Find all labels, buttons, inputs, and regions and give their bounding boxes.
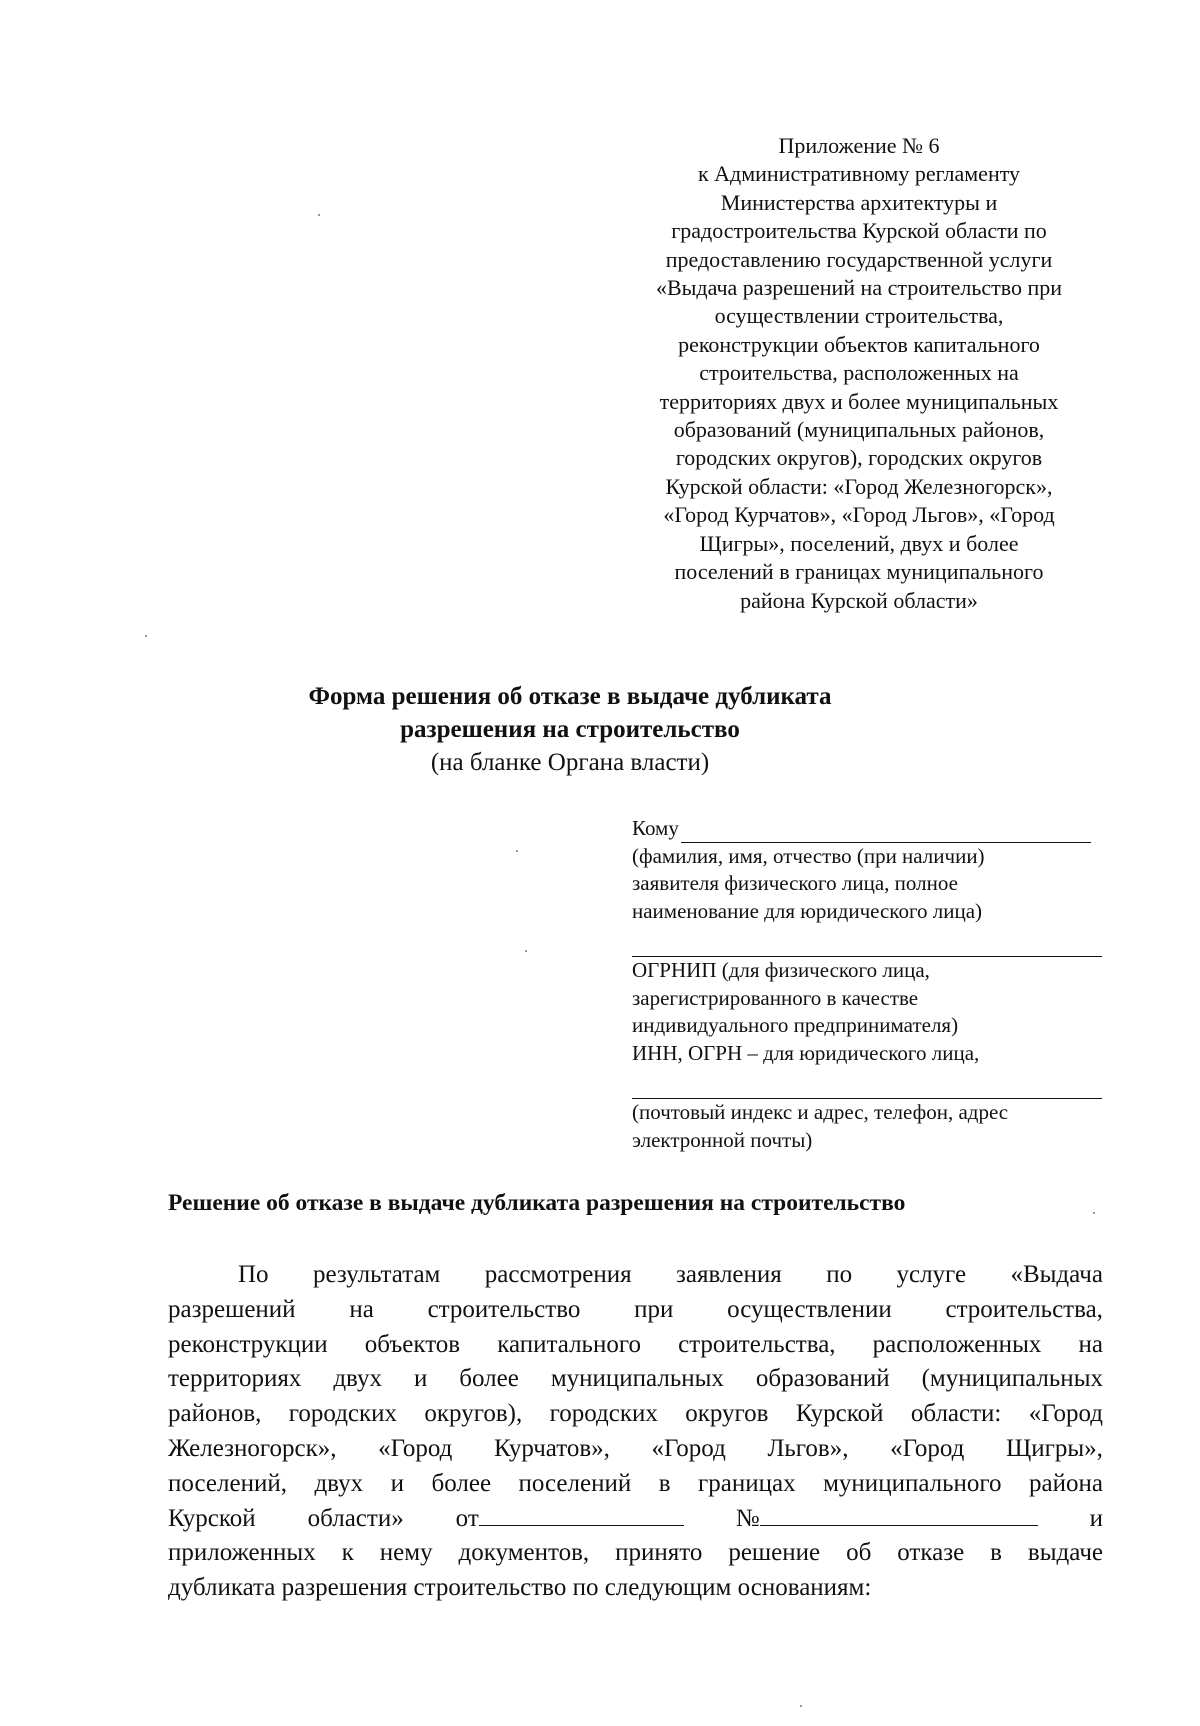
body-word: результатам xyxy=(312,1261,441,1288)
appendix-line: градостроительства Курской области по xyxy=(671,218,1047,244)
body-word: услуге xyxy=(896,1261,967,1288)
body-word: района xyxy=(1029,1469,1103,1497)
body-word: решение xyxy=(728,1539,821,1567)
body-word: отказе xyxy=(897,1539,965,1567)
body-word: по xyxy=(826,1261,853,1288)
body-word: двух xyxy=(314,1469,364,1497)
addressee-hint-line: ИНН, ОГРН – для юридического лица, xyxy=(632,1040,980,1065)
decision-title: Решение об отказе в выдаче дубликата разрешения на строительство xyxy=(168,1190,906,1216)
body-word: «Город xyxy=(890,1434,965,1462)
body-word: выдаче xyxy=(1027,1539,1103,1567)
body-word: Курской xyxy=(168,1504,256,1532)
body-word: «Город xyxy=(378,1434,453,1462)
addressee-hint-line: электронной почты) xyxy=(632,1127,813,1152)
body-word: и xyxy=(1089,1504,1103,1532)
appendix-line: «Выдача разрешений на строительство при xyxy=(655,275,1063,301)
appendix-line: осуществлении строительства, xyxy=(714,303,1004,329)
appendix-line: территориях двух и более муниципальных xyxy=(659,388,1059,414)
appendix-line: Приложение № 6 xyxy=(778,133,940,158)
appendix-line: образований (муниципальных районов, xyxy=(673,417,1045,443)
scan-speck xyxy=(516,850,518,852)
body-word: осуществлении xyxy=(727,1295,892,1323)
body-word: заявления xyxy=(676,1261,782,1288)
appendix-line: поселений в границах муниципального xyxy=(674,559,1044,585)
body-word: к xyxy=(341,1539,354,1567)
scan-speck xyxy=(145,635,147,637)
body-word: муниципальных xyxy=(550,1365,724,1393)
body-word: поселений, xyxy=(168,1469,287,1497)
body-word: капитального xyxy=(497,1330,641,1358)
body-word: реконструкции xyxy=(168,1330,328,1358)
body-word: Железногорск», xyxy=(168,1434,337,1462)
appendix-line: «Город Курчатов», «Город Льгов», «Город xyxy=(663,502,1055,528)
body-line-last: дубликата разрешения строительство по следующим основаниям: xyxy=(168,1574,872,1602)
body-word: территориях xyxy=(168,1365,302,1393)
appendix-line: городских округов), городских округов xyxy=(675,445,1043,471)
body-word: объектов xyxy=(364,1330,461,1358)
body-word: и xyxy=(413,1365,428,1393)
form-title xyxy=(220,680,920,779)
body-word: районов, xyxy=(168,1400,262,1428)
body-word: при xyxy=(634,1295,674,1323)
addressee-hint-line: заявителя физического лица, полное xyxy=(632,871,958,895)
body-line xyxy=(168,1328,1103,1363)
body-line xyxy=(168,1536,1103,1571)
appendix-line: к Административному регламенту xyxy=(697,161,1021,187)
body-word: области» xyxy=(307,1504,404,1532)
addressee-to-label: Кому xyxy=(632,816,679,840)
body-word: на xyxy=(1078,1330,1103,1358)
addressee-hint-line: наименование для юридического лица) xyxy=(632,898,983,923)
date-blank xyxy=(479,1503,684,1526)
body-word: области: xyxy=(910,1400,1002,1428)
body-word: образований xyxy=(755,1365,890,1393)
body-word: двух xyxy=(333,1365,382,1393)
body-word: приложенных xyxy=(168,1539,316,1567)
body-word: поселений xyxy=(518,1469,632,1497)
number-label: № xyxy=(735,1504,760,1532)
body-line xyxy=(168,1258,1103,1293)
body-line xyxy=(168,1467,1103,1502)
body-word: округов xyxy=(685,1400,769,1428)
body-word: об xyxy=(846,1539,872,1567)
form-title-line: разрешения на строительство xyxy=(400,716,740,743)
form-subtitle: (на бланке Органа власти) xyxy=(430,749,710,776)
appendix-line: предоставлению государственной услуги xyxy=(665,246,1053,272)
body-word: Курской xyxy=(795,1400,884,1428)
body-word: расположенных xyxy=(872,1330,1042,1358)
body-word: более xyxy=(459,1365,519,1393)
scan-speck xyxy=(800,1705,802,1707)
body-line xyxy=(168,1293,1103,1328)
body-word: Льгов», xyxy=(767,1434,849,1462)
body-word: в xyxy=(990,1539,1002,1567)
body-word: строительства, xyxy=(945,1295,1103,1323)
body-word: принято xyxy=(615,1539,703,1567)
body-line xyxy=(168,1397,1103,1432)
body-word: документов, xyxy=(458,1539,590,1567)
addressee-hint-line: (фамилия, имя, отчество (при наличии) xyxy=(632,843,985,868)
body-word: По xyxy=(238,1261,269,1288)
body-word: «Город xyxy=(1028,1400,1103,1428)
addressee-hint-line: зарегистрированного в качестве xyxy=(632,985,919,1010)
body-word: «Выдача xyxy=(1010,1261,1103,1288)
addressee-hint-line: индивидуального предпринимателя) xyxy=(632,1013,959,1037)
body-line-with-blanks xyxy=(168,1502,1103,1537)
appendix-line: района Курской области» xyxy=(740,587,978,613)
appendix-line: Курской области: «Город Железногорск», xyxy=(665,473,1053,499)
appendix-line: реконструкции объектов капитального xyxy=(678,331,1040,357)
date-field xyxy=(456,1502,684,1537)
scan-speck xyxy=(1093,1212,1095,1214)
appendix-header xyxy=(620,132,1098,615)
body-word: Щигры», xyxy=(1006,1434,1103,1462)
body-word: Курчатов», xyxy=(494,1434,610,1462)
appendix-line: Министерства архитектуры и xyxy=(720,189,998,215)
addressee-hint-line: ОГРНИП (для физического лица, xyxy=(632,958,930,982)
appendix-line: строительства, расположенных на xyxy=(699,360,1019,386)
number-field xyxy=(736,1502,1038,1537)
decision-body xyxy=(168,1258,1103,1606)
body-word: рассмотрения xyxy=(484,1261,632,1288)
body-line xyxy=(168,1362,1103,1397)
body-word: строительства, xyxy=(678,1330,836,1358)
body-word: разрешений xyxy=(168,1295,296,1323)
body-word: на xyxy=(349,1295,374,1323)
addressee-name-blank xyxy=(681,820,1091,843)
appendix-line: Щигры», поселений, двух и более xyxy=(699,530,1019,556)
body-word: городских xyxy=(549,1400,658,1428)
body-word: в xyxy=(658,1469,671,1497)
addressee-block xyxy=(632,815,1102,1154)
addressee-to-row xyxy=(632,815,1102,843)
number-blank xyxy=(760,1503,1038,1526)
body-word: границах xyxy=(698,1469,796,1497)
body-word: строительство xyxy=(427,1295,581,1323)
addressee-hint-line: (почтовый индекс и адрес, телефон, адрес xyxy=(632,1100,1009,1124)
body-line xyxy=(168,1432,1103,1467)
from-label: от xyxy=(455,1504,479,1532)
body-word: «Город xyxy=(651,1434,726,1462)
body-word: (муниципальных xyxy=(921,1365,1103,1393)
body-word: нему xyxy=(379,1539,433,1567)
body-word: более xyxy=(431,1469,492,1497)
scan-speck xyxy=(525,950,527,952)
scan-speck xyxy=(318,214,320,216)
form-title-line: Форма решения об отказе в выдаче дубликата xyxy=(308,683,832,710)
body-word: городских xyxy=(288,1400,398,1428)
body-word: округов), xyxy=(424,1400,523,1428)
body-word: муниципального xyxy=(823,1469,1002,1497)
body-word: и xyxy=(390,1469,404,1497)
